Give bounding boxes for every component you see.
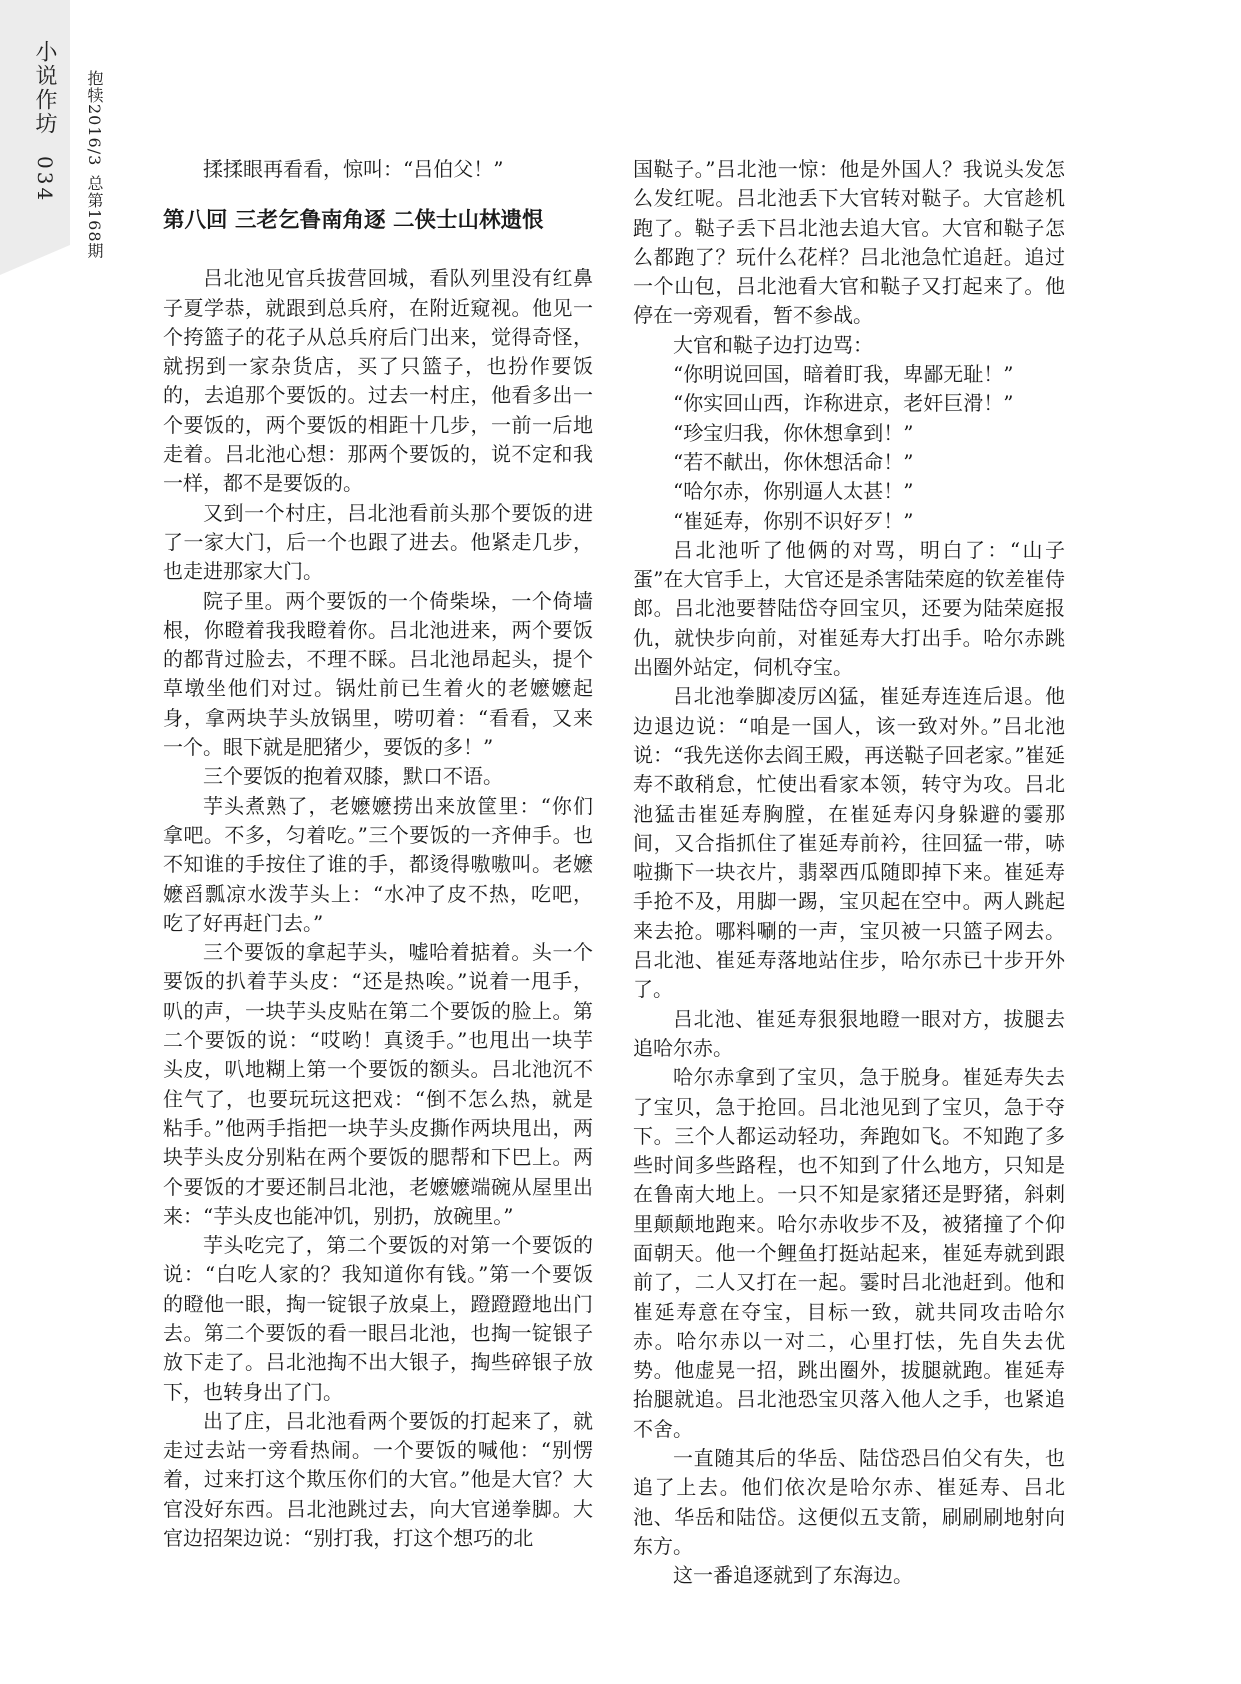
dialogue-line: “崔延寿，你别不识好歹！”: [673, 508, 914, 533]
paragraph: 芋头煮熟了，老嬷嬷捞出来放筐里：“你们拿吧。不多，匀着吃。”三个要饭的一齐伸手。也不知谁的手按住了谁的手，都烫得嗷嗷叫。老嬷嬷舀瓢凉水泼芋头上：“水冲了皮不热，吃吧，吃了好再赶门去。”: [163, 793, 593, 935]
paragraph: 吕北池听了他俩的对骂，明白了：“山子蛋”在大官手上，大官还是杀害陆荣庭的钦差崔侍郎。吕北池要替陆岱夺回宝贝，还要为陆荣庭报仇，就快步向前，对崔延寿大打出手。哈尔赤跳出圈外站定，伺机夺宝。: [633, 537, 1065, 680]
paragraph: 又到一个村庄，吕北池看前头那个要饭的进了一家大门，后一个也跟了进去。他紧走几步，也走进那家大门。: [163, 500, 593, 584]
dialogue-line: “你明说回国，暗着盯我，卑鄙无耻！”: [673, 362, 1014, 387]
paragraph: 三个要饭的抱着双膝，默口不语。: [203, 764, 503, 789]
section-title: 小说作坊: [32, 40, 57, 136]
issue-number: 总第168期: [85, 175, 104, 260]
paragraph: 芋头吃完了，第二个要饭的对第一个要饭的说：“白吃人家的？我知道你有钱。”第一个要饭的瞪他一眼，掏一锭银子放桌上，蹬蹬蹬地出门去。第二个要饭的看一眼吕北池，也掏一锭银子放下走了。吕北池掏不出大银子，掏些碎银子放下，也转身出了门。: [163, 1233, 593, 1404]
dialogue-line: “珍宝归我，你休想拿到！”: [673, 420, 914, 445]
paragraph: 出了庄，吕北池看两个要饭的打起来了，就走过去站一旁看热闹。一个要饭的喊他：“别愣着，过来打这个欺压你们的大官。”他是大官？大官没好东西。吕北池跳过去，向大官递拳脚。大官边招架边说：“别打我，打这个想巧的北: [163, 1408, 593, 1551]
paragraph: 这一番追逐就到了东海边。: [673, 1563, 913, 1588]
paragraph: 大官和鞑子边打边骂：: [673, 332, 873, 357]
opening-line: 揉揉眼再看看，惊叫：“吕伯父！”: [203, 157, 504, 181]
paragraph: 院子里。两个要饭的一个倚柴垛，一个倚墙根，你瞪着我我瞪着你。吕北池进来，两个要饭的都背过脸去，不理不睬。吕北池昂起头，提个草墩坐他们对过。锅灶前已生着火的老嬷嬷起身，拿两块芋头放锅里，唠叨着：“看看，又来一个。眼下就是肥猪少，要饭的多！”: [163, 588, 593, 760]
page-number: 034: [33, 156, 57, 204]
paragraph: 国鞑子。”吕北池一惊：他是外国人？我说头发怎么发红呢。吕北池丢下大官转对鞑子。大官趁机跑了。鞑子丢下吕北池去追大官。大官和鞑子怎么都跑了？玩什么花样？吕北池急忙追赶。追过一个山包，吕北池看大官和鞑子又打起来了。他停在一旁观看，暂不参战。: [633, 157, 1065, 328]
paragraph: 吕北池、崔延寿狠狠地瞪一眼对方，拔腿去追哈尔赤。: [633, 1006, 1065, 1060]
chapter-title: 第八回 三老乞鲁南角逐 二侠士山林遗恨: [163, 208, 544, 234]
paragraph: 吕北池见官兵拔营回城，看队列里没有红鼻子夏学恭，就跟到总兵府，在附近窥视。他见一个挎篮子的花子从总兵府后门出来，觉得奇怪，就拐到一家杂货店，买了只篮子，也扮作要饭的，去追那个要饭的。过去一村庄，他看多出一个要饭的，两个要饭的相距十几步，一前一后地走着。吕北池心想：那两个要饭的，说不定和我一样，都不是要饭的。: [163, 266, 593, 496]
dialogue-line: “你实回山西，诈称进京，老奸巨滑！”: [673, 391, 1014, 416]
paragraph: 哈尔赤拿到了宝贝，急于脱身。崔延寿失去了宝贝，急于抢回。吕北池见到了宝贝，急于夺下。三个人都运动轻功，奔跑如飞。不知跑了多些时间多些路程，也不知到了什么地方，只知是在鲁南大地上。一只不知是家猪还是野猪，斜刺里颠颠地跑来。哈尔赤收步不及，被猪撞了个仰面朝天。他一个鲤鱼打挺站起来，崔延寿就到跟前了，二人又打在一起。霎时吕北池赶到。他和崔延寿意在夺宝，目标一致，就共同攻击哈尔赤。哈尔赤以一对二，心里打怯，先自失去优势。他虚晃一招，跳出圈外，拔腿就跑。崔延寿抬腿就追。吕北池恐宝贝落入他人之手，也紧追不舍。: [633, 1065, 1065, 1441]
dialogue-line: “哈尔赤，你别逼人太甚！”: [673, 479, 914, 504]
magazine-name: 抱犊2016/3: [85, 70, 104, 167]
left-column: [163, 155, 593, 1553]
paragraph: 一直随其后的华岳、陆岱恐吕伯父有失，也追了上去。他们依次是哈尔赤、崔延寿、吕北池、华岳和陆岱。这便似五支箭，刷刷刷地射向东方。: [633, 1446, 1065, 1558]
dialogue-line: “若不献出，你休想活命！”: [673, 449, 914, 474]
paragraph: 吕北池拳脚凌厉凶猛，崔延寿连连后退。他边退边说：“咱是一国人，该一致对外。”吕北池说：“我先送你去阎王殿，再送鞑子回老家。”崔延寿不敢稍怠，忙使出看家本领，转守为攻。吕北池猛击崔延寿胸膛，在崔延寿闪身躲避的霎那间，又合指抓住了崔延寿前衿，往回猛一带，哧啦撕下一块衣片，翡翠西瓜随即掉下来。崔延寿手抢不及，用脚一踢，宝贝起在空中。两人跳起来去抢。哪料唰的一声，宝贝被一只篮子网去。吕北池、崔延寿落地站住步，哈尔赤已十步开外了。: [633, 684, 1065, 1002]
right-column: [633, 155, 1065, 1591]
paragraph: 三个要饭的拿起芋头，嘘哈着掂着。头一个要饭的扒着芋头皮：“还是热唉。”说着一甩手，叭的声，一块芋头皮贴在第二个要饭的脸上。第二个要饭的说：“哎哟！真烫手。”也甩出一块芋头皮，叭地糊上第一个要饭的额头。吕北池沉不住气了，也要玩玩这把戏：“倒不怎么热，就是粘手。”他两手指把一块芋头皮撕作两块甩出，两块芋头皮分别粘在两个要饭的腮帮和下巴上。两个要饭的才要还制吕北池，老嬷嬷端碗从屋里出来：“芋头皮也能冲饥，别扔，放碗里。”: [163, 940, 593, 1228]
